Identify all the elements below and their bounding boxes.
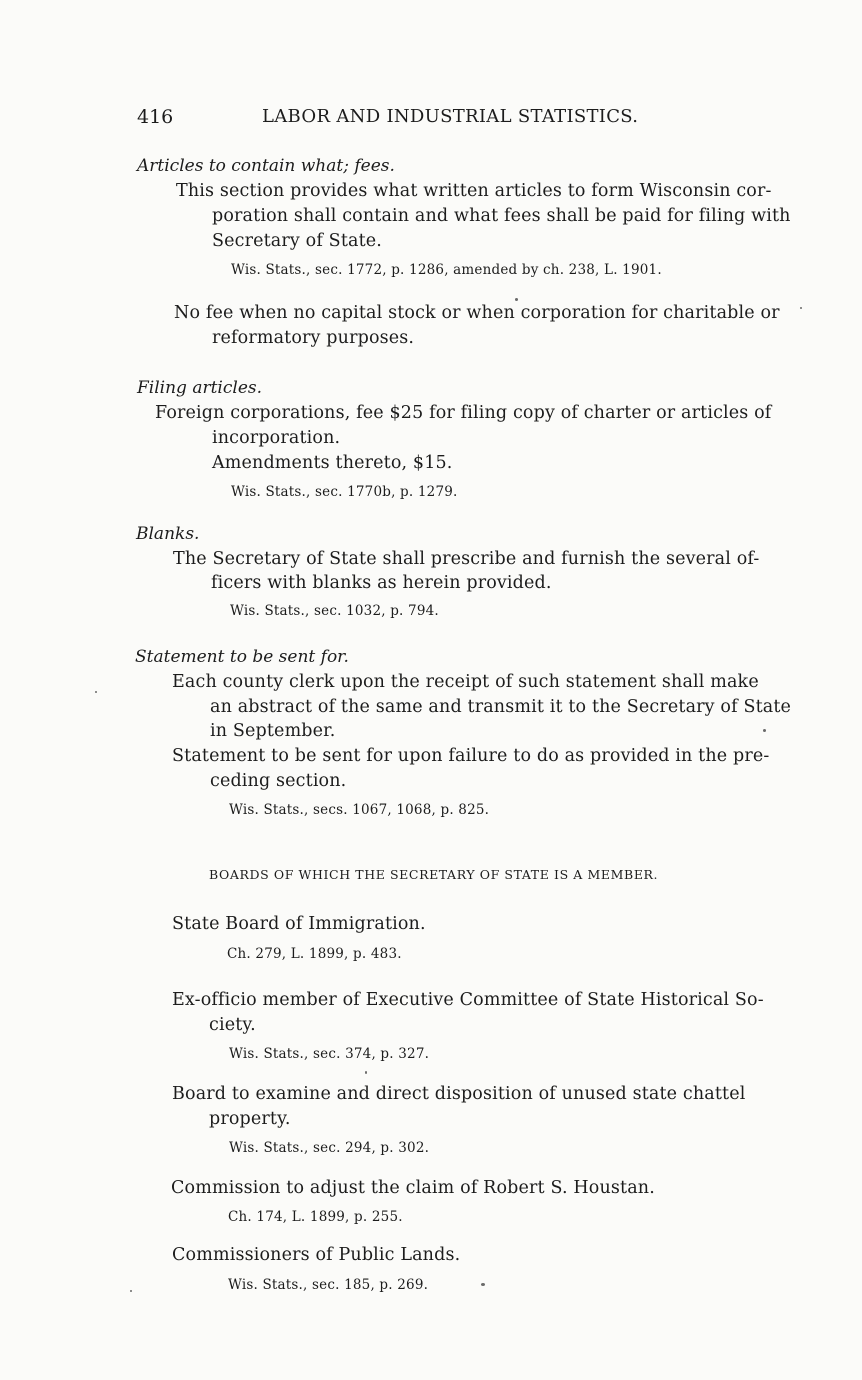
scan-speck [763,729,766,732]
board-item-citation: Wis. Stats., sec. 294, p. 302. [229,1140,430,1156]
articles-no-fee-line: reformatory purposes. [212,328,415,348]
filing-amendments-line: Amendments thereto, $15. [212,453,453,473]
citation: Wis. Stats., sec. 1770b, p. 1279. [231,484,458,500]
board-item-citation: Wis. Stats., sec. 185, p. 269. [228,1277,429,1293]
board-item-citation: Wis. Stats., sec. 374, p. 327. [229,1046,430,1062]
boards-section-title: BOARDS OF WHICH THE SECRETARY OF STATE IS A MEMBER. [209,867,659,882]
section-heading-filing: Filing articles. [137,378,263,398]
statement-paragraph-line: Each county clerk upon the receipt of such statement shall make [172,672,759,692]
citation: Wis. Stats., sec. 1032, p. 794. [230,603,439,619]
articles-paragraph-line: Secretary of State. [212,231,382,251]
page-number: 416 [137,106,174,128]
statement-paragraph-line: in September. [210,721,336,741]
scan-speck [365,1071,367,1074]
section-heading-articles: Articles to contain what; fees. [137,156,395,176]
scan-speck [515,298,518,301]
section-heading-blanks: Blanks. [136,524,200,544]
scan-speck [95,691,97,693]
scan-speck [130,1290,132,1292]
articles-no-fee-line: No fee when no capital stock or when corporation for charitable or [174,303,780,323]
citation: Wis. Stats., sec. 1772, p. 1286, amended by ch. 238, L. 1901. [231,262,662,278]
statement-paragraph-line: an abstract of the same and transmit it to the Secretary of State [210,697,792,717]
filing-paragraph-line: incorporation. [212,428,341,448]
scan-speck [800,307,802,309]
board-item-line: State Board of Immigration. [172,914,426,934]
board-item-line: property. [209,1109,291,1129]
blanks-paragraph-line: ficers with blanks as herein provided. [211,573,552,593]
scan-speck [481,1283,485,1286]
running-title: LABOR AND INDUSTRIAL STATISTICS. [262,106,639,127]
board-item-line: Commission to adjust the claim of Robert S. Houstan. [171,1178,655,1198]
board-item-line: Board to examine and direct disposition of unused state chattel [172,1084,746,1104]
board-item-line: Commissioners of Public Lands. [172,1245,461,1265]
blanks-paragraph-line: The Secretary of State shall prescribe and furnish the several of- [173,549,760,569]
board-item-line: Ex-officio member of Executive Committee of State Historical So- [172,990,764,1010]
statement-paragraph-line: Statement to be sent for upon failure to do as provided in the pre- [172,746,770,766]
citation: Wis. Stats., secs. 1067, 1068, p. 825. [229,802,490,818]
board-item-line: ciety. [209,1015,256,1035]
section-heading-statement: Statement to be sent for. [135,647,349,667]
articles-paragraph-line: poration shall contain and what fees shall be paid for filing with [212,206,791,226]
board-item-citation: Ch. 279, L. 1899, p. 483. [227,946,402,962]
filing-paragraph-line: Foreign corporations, fee $25 for filing copy of charter or articles of [155,403,772,423]
statement-paragraph-line: ceding section. [210,771,347,791]
board-item-citation: Ch. 174, L. 1899, p. 255. [228,1209,403,1225]
articles-paragraph-line: This section provides what written articles to form Wisconsin cor- [176,181,772,201]
